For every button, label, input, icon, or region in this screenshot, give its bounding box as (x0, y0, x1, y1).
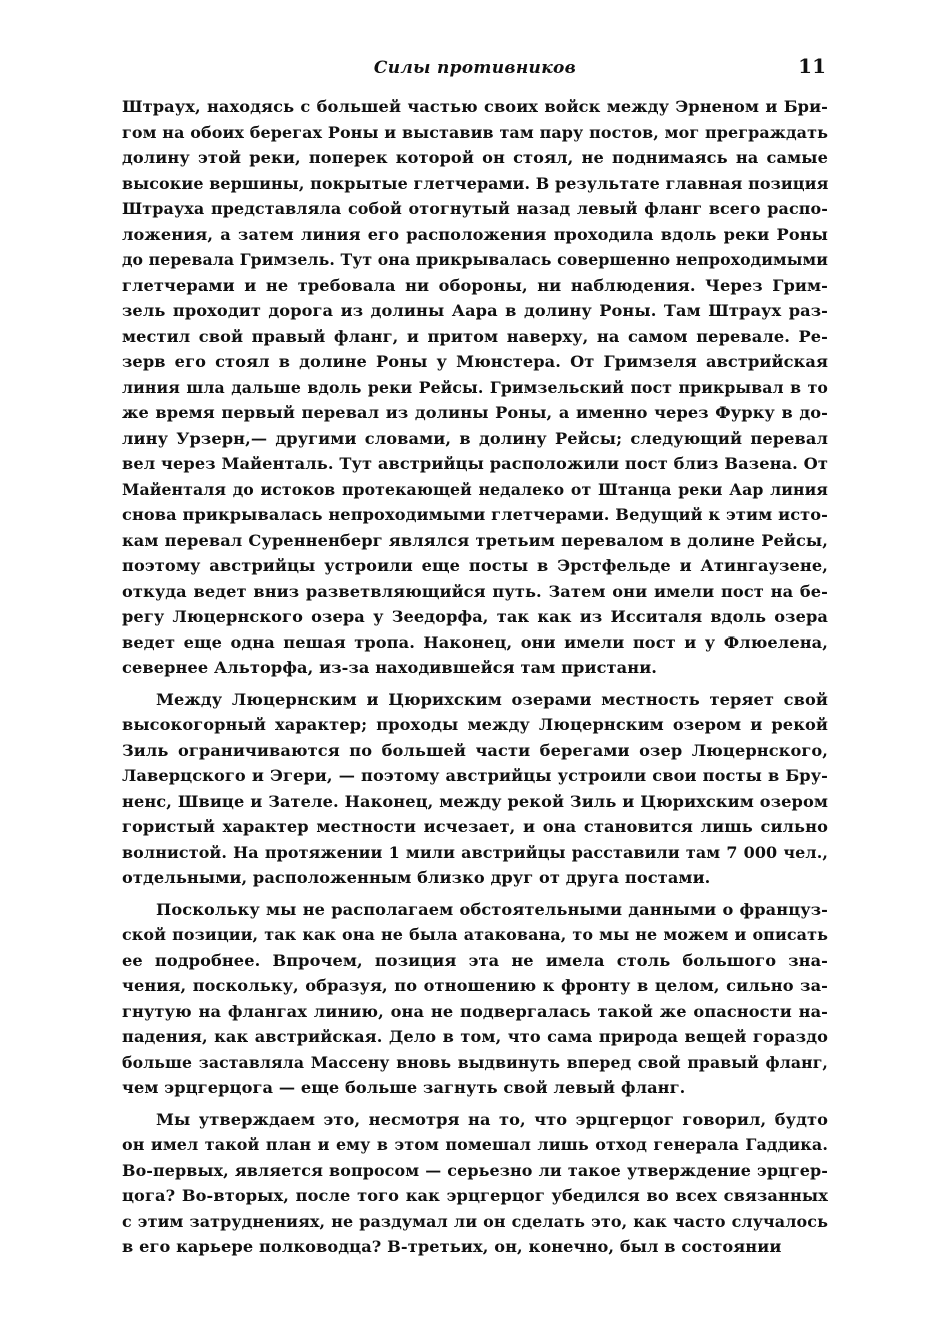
text-line: Штрауха представляла собой отогнутый назад левый фланг всего распо- (122, 199, 828, 218)
text-line: высокие вершины, покрытые глетчерами. В результате главная позиция (122, 173, 829, 193)
text-line: Между Люцернским и Цюрихским озерами местность теряет свой (156, 689, 828, 709)
text-line: снова прикрывалась непроходимыми глетчерами. Ведущий к этим исто- (122, 505, 828, 524)
text-line: гнутую на флангах линию, она не подвергалась такой же опасности на- (122, 1001, 828, 1021)
text-line: гом на обоих берегах Роны и выставив там пару постов, мог преграждать (122, 122, 828, 142)
page-number: 11 (798, 54, 826, 78)
running-title: Силы противников (373, 58, 577, 78)
text-line: зерв его стоял в долине Роны у Мюнстера. От Гримзеля австрийская (122, 352, 828, 371)
text-line: зель проходит дорога из долины Аара в долину Роны. Там Штраух раз- (122, 301, 828, 320)
text-line: больше заставляла Массену вновь выдвинуть вперед свой правый фланг, (122, 1052, 828, 1072)
text-line: Мы утверждаем это, несмотря на то, что эрцгерцог говорил, будто (156, 1109, 828, 1129)
text-line: Зиль ограничиваются по большей части берегами озер Люцернского, (122, 740, 828, 760)
text-line: до перевала Гримзель. Тут она прикрывалась совершенно непроходимыми (122, 250, 828, 269)
text-line: лину Урзерн,— другими словами, в долину Рейсы; следующий перевал (122, 428, 828, 448)
text-line: регу Люцернского озера у Зеедорфа, так как из Исситаля вдоль озера (122, 607, 828, 626)
body-text (122, 94, 828, 1260)
text-line: с этим затруднениях, не раздумал ли он сделать это, как часто случалось (122, 1211, 828, 1231)
text-line: линия шла дальше вдоль реки Рейсы. Гримзельский пост прикрывал в то (122, 377, 828, 397)
text-line: вел через Майенталь. Тут австрийцы расположили пост близ Вазена. От (122, 454, 828, 473)
text-line: откуда ведет вниз разветвляющийся путь. Затем они имели пост на бе- (122, 581, 828, 601)
text-line: ведет еще одна пешая тропа. Наконец, они имели пост и у Флюелена, (122, 632, 828, 652)
text-line: поэтому австрийцы устроили еще посты в Эрстфельде и Атингаузене, (122, 556, 828, 575)
text-line: Во-первых, является вопросом — серьезно ли такое утверждение эрцгер- (122, 1160, 828, 1180)
text-line: цога? Во-вторых, после того как эрцгерцог убедился во всех связанных (122, 1186, 828, 1205)
text-line: падения, как австрийская. Дело в том, что сама природа вещей гораздо (122, 1027, 828, 1046)
paragraph (122, 897, 828, 1101)
page-header (122, 50, 828, 90)
text-line: Лаверцского и Эгери, — поэтому австрийцы устроили свои посты в Бру- (122, 766, 828, 785)
text-line: волнистой. На протяжении 1 мили австрийцы расставили там 7 000 чел., (122, 842, 828, 862)
paragraph (122, 687, 828, 891)
text-line: высокогорный характер; проходы между Люцернским озером и рекой (122, 715, 828, 734)
text-line: кам перевал Суренненберг являлся третьим перевалом в долине Рейсы, (122, 530, 828, 550)
paragraph (122, 94, 828, 681)
text-line: ской позиции, так как она не была атакована, то мы не можем и описать (122, 925, 828, 944)
text-line: он имел такой план и ему в этом помешал лишь отход генерала Гаддика. (122, 1135, 828, 1154)
text-line: местил свой правый фланг, и притом наверху, на самом перевале. Ре- (122, 326, 828, 346)
text-line: чения, поскольку, образуя, по отношению к фронту в целом, сильно за- (122, 976, 828, 995)
text-line: Майенталя до истоков протекающей недалеко от Штанца реки Аар линия (122, 479, 828, 499)
text-line: отдельными, расположенным близко друг от друга постами. (122, 868, 711, 887)
text-line: в его карьере полководца? В-третьих, он, конечно, был в состоянии (122, 1237, 782, 1256)
text-line: глетчерами и не требовала ни обороны, ни наблюдения. Через Грим- (122, 275, 828, 295)
text-line: ненс, Швице и Зателе. Наконец, между рекой Зиль и Цюрихским озером (122, 791, 828, 811)
text-line: Поскольку мы не располагаем обстоятельными данными о француз- (156, 899, 828, 919)
text-line: севернее Альторфа, из-за находившейся там пристани. (122, 658, 658, 677)
text-line: Штраух, находясь с большей частью своих войск между Эрненом и Бри- (122, 97, 828, 116)
paragraph (122, 1107, 828, 1260)
text-line: ложения, а затем линия его расположения проходила вдоль реки Роны (122, 224, 828, 244)
text-line: ее подробнее. Впрочем, позиция эта не имела столь большого зна- (122, 950, 828, 970)
text-line: же время первый перевал из долины Роны, а именно через Фурку в до- (122, 403, 828, 422)
text-line: долину этой реки, поперек которой он стоял, не поднимаясь на самые (122, 148, 828, 167)
text-line: гористый характер местности исчезает, и она становится лишь сильно (122, 817, 828, 836)
book-page (122, 50, 828, 1260)
text-line: чем эрцгерцога — еще больше загнуть свой левый фланг. (122, 1078, 686, 1097)
